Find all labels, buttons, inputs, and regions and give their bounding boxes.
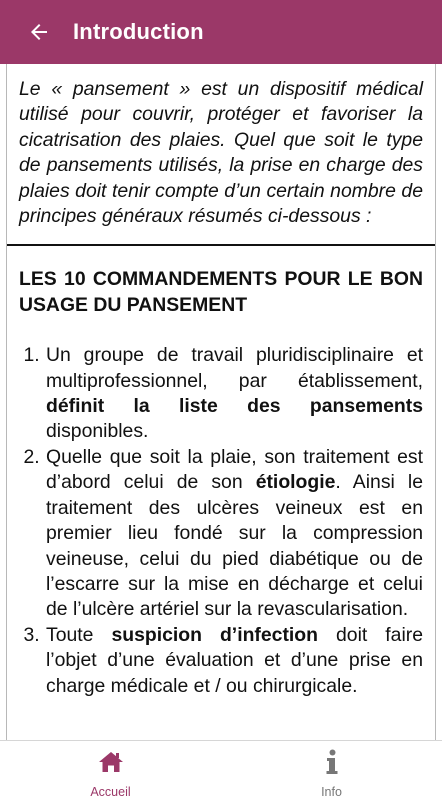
info-icon xyxy=(325,748,339,776)
emphasis: suspicion d’infection xyxy=(111,623,318,646)
app-bar xyxy=(0,0,442,64)
list-item: 2. Quelle que soit la plaie, son traitement est d’abord celui de son étiologie. Ainsi le traitement des ulcères veineux est en premier lieu fondé sur la compression veineuse, celui du pied diabétique ou de l’escarre sur la mise en décharge et celui de l’ulcère artériel sur la revascularisation. xyxy=(45,445,423,623)
content-scroll-area[interactable] xyxy=(6,64,436,740)
intro-paragraph: Le « pansement » est un dispositif médical utilisé pour couvrir, protéger et favoriser la cicatrisation des plaies. Quel que soit le type de pansements utilisés, la prise en charge des plaies doit tenir compte d’un certain nombre de principes généraux résumés ci-dessous : xyxy=(19,78,423,228)
nav-item-accueil[interactable] xyxy=(0,741,221,800)
list-item: 1. Un groupe de travail pluridisciplinaire et multiprofessionnel, par établissement, définit la liste des pansements disponibles. xyxy=(45,343,423,445)
home-icon xyxy=(97,748,125,776)
page-title: Introduction xyxy=(73,19,204,44)
arrow-left-icon xyxy=(27,20,51,44)
list-item: 3. Toute suspicion d’infection doit faire l’objet d’une évaluation et d’une prise en charge médicale et / ou chirurgicale. xyxy=(45,623,423,699)
section-heading: LES 10 COMMANDEMENTS POUR LE BON USAGE DU PANSEMENT xyxy=(19,268,423,316)
bottom-navigation xyxy=(0,740,442,800)
nav-label: Accueil xyxy=(90,785,131,799)
emphasis: étiologie xyxy=(255,471,336,494)
back-button[interactable] xyxy=(19,12,59,52)
section-divider xyxy=(7,244,435,246)
emphasis: définit la liste des pansements xyxy=(46,395,423,418)
commandments-list xyxy=(19,343,423,699)
nav-label: Info xyxy=(321,785,342,799)
nav-item-info[interactable] xyxy=(221,741,442,800)
